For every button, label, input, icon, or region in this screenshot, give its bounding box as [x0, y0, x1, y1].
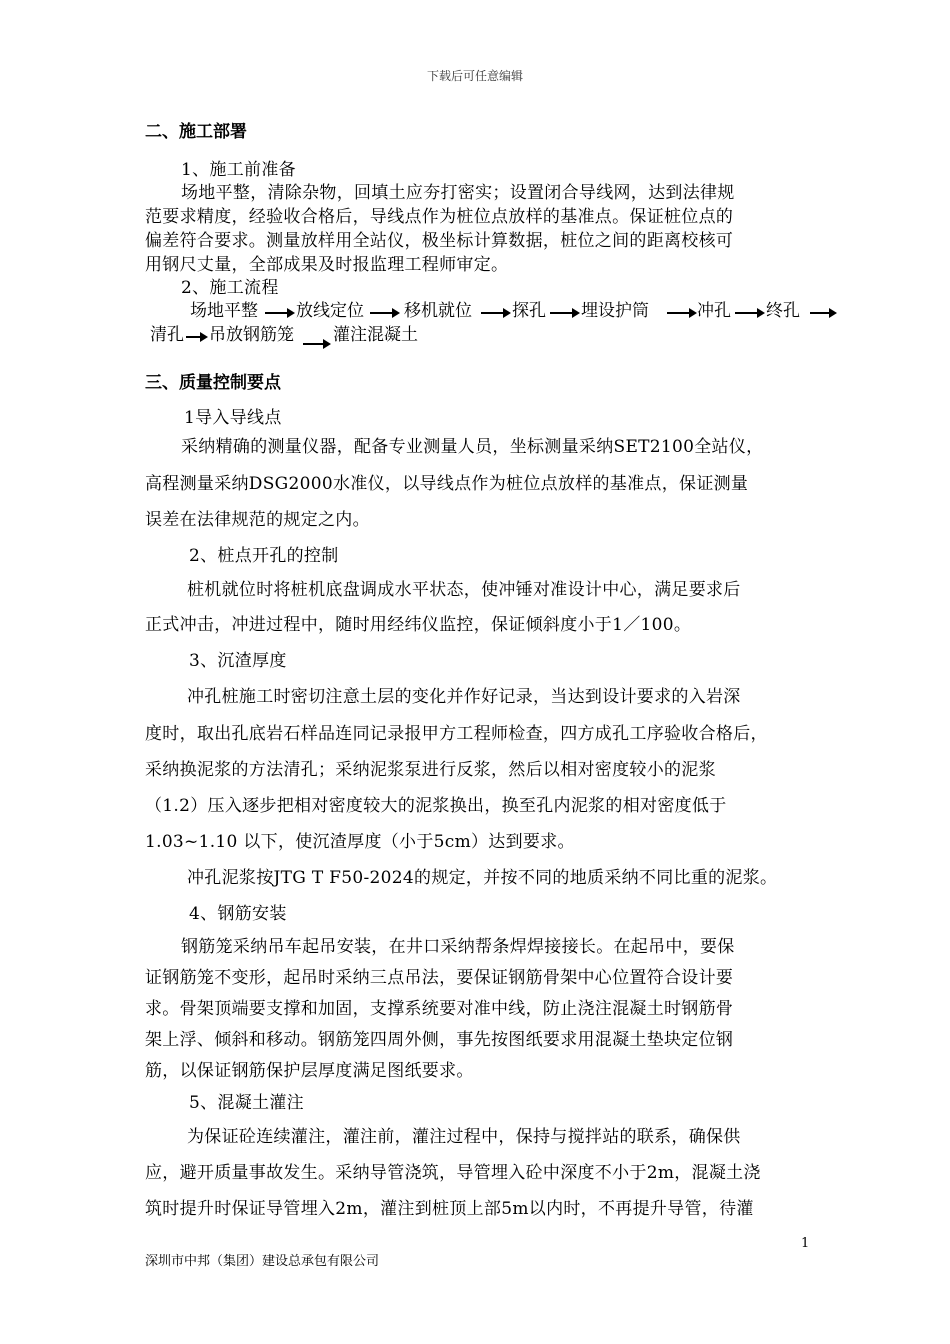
arrow-icon — [186, 336, 206, 338]
page-header: 下载后可任意编辑 — [426, 69, 523, 83]
arrow-icon — [303, 343, 329, 345]
paragraph-line: 桩机就位时将桩机底盘调成水平状态，使冲锤对准设计中心，满足要求后 — [187, 580, 741, 600]
paragraph-line: （1.2）压入逐步把相对密度较大的泥浆换出，换至孔内泥浆的相对密度低于 — [145, 796, 727, 816]
flow-step: 冲孔 — [697, 301, 731, 321]
flow-step: 吊放钢筋笼 — [209, 325, 294, 345]
flow-step: 埋设护筒 — [581, 301, 649, 321]
paragraph-line: 冲孔桩施工时密切注意土层的变化并作好记录，当达到设计要求的入岩深 — [187, 687, 741, 707]
subsection-title: 5、混凝土灌注 — [189, 1093, 304, 1113]
paragraph-line: 高程测量采纳DSG2000水准仪，以导线点作为桩位点放样的基准点，保证测量 — [145, 474, 749, 494]
paragraph-line: 采纳换泥浆的方法清孔；采纳泥浆泵进行反浆，然后以相对密度较小的泥浆 — [145, 760, 716, 780]
arrow-icon — [265, 312, 293, 314]
subsection-title: 1、施工前准备 — [181, 160, 296, 180]
paragraph-line: 筋，以保证钢筋保护层厚度满足图纸要求。 — [145, 1061, 474, 1081]
paragraph-line: 正式冲击，冲进过程中，随时用经纬仪监控，保证倾斜度小于1／100。 — [145, 615, 692, 635]
flow-step: 放线定位 — [296, 301, 364, 321]
paragraph-line: 场地平整，清除杂物，回填土应夯打密实；设置闭合导线网，达到法律规 — [181, 183, 735, 203]
flow-step: 终孔 — [766, 301, 800, 321]
arrow-icon — [550, 312, 578, 314]
arrow-icon — [810, 312, 835, 314]
page-number: 1 — [801, 1236, 810, 1251]
flow-step: 探孔 — [512, 301, 546, 321]
paragraph-line: 筑时提升时保证导管埋入2m，灌注到桩顶上部5m以内时，不再提升导管，待灌 — [145, 1199, 754, 1219]
subsection-title: 1导入导线点 — [184, 408, 282, 428]
arrow-icon — [735, 312, 763, 314]
arrow-icon — [481, 312, 509, 314]
arrow-icon — [370, 312, 398, 314]
flow-step: 灌注混凝土 — [333, 325, 418, 345]
paragraph-line: 1.03~1.10 以下，使沉渣厚度（小于5cm）达到要求。 — [145, 832, 575, 852]
flow-step: 场地平整 — [190, 301, 258, 321]
section-title-deployment: 二、施工部署 — [145, 122, 247, 142]
flow-step: 清孔 — [150, 325, 184, 345]
page-footer: 深圳市中邦（集团）建设总承包有限公司 — [145, 1254, 380, 1269]
paragraph-line: 应，避开质量事故发生。采纳导管浇筑，导管埋入砼中深度不小于2m，混凝土浇 — [145, 1163, 761, 1183]
paragraph-line: 证钢筋笼不变形，起吊时采纳三点吊法，要保证钢筋骨架中心位置符合设计要 — [145, 968, 734, 988]
subsection-title: 4、钢筋安装 — [189, 904, 287, 924]
subsection-title: 2、桩点开孔的控制 — [189, 546, 339, 566]
paragraph-line: 架上浮、倾斜和移动。钢筋笼四周外侧，事先按图纸要求用混凝土垫块定位钢 — [145, 1030, 734, 1050]
paragraph-line: 钢筋笼采纳吊车起吊安装，在井口采纳帮条焊焊接接长。在起吊中，要保 — [181, 937, 735, 957]
subsection-title: 3、沉渣厚度 — [189, 651, 287, 671]
paragraph-line: 求。骨架顶端要支撑和加固，支撑系统要对准中线，防止浇注混凝土时钢筋骨 — [145, 999, 734, 1019]
flow-step: 移机就位 — [404, 301, 472, 321]
paragraph-line: 误差在法律规范的规定之内。 — [145, 510, 370, 530]
section-title-quality: 三、质量控制要点 — [145, 373, 281, 393]
arrow-icon — [667, 312, 695, 314]
subsection-title: 2、施工流程 — [181, 278, 279, 298]
paragraph-line: 用钢尺丈量，全部成果及时报监理工程师审定。 — [145, 255, 509, 275]
paragraph-line: 冲孔泥浆按JTG T F50-2024的规定，并按不同的地质采纳不同比重的泥浆。 — [187, 868, 778, 888]
paragraph-line: 为保证砼连续灌注，灌注前，灌注过程中，保持与搅拌站的联系，确保供 — [187, 1127, 741, 1147]
paragraph-line: 偏差符合要求。测量放样用全站仪，极坐标计算数据，桩位之间的距离校核可 — [145, 231, 734, 251]
paragraph-line: 范要求精度，经验收合格后，导线点作为桩位点放样的基准点。保证桩位点的 — [145, 207, 734, 227]
paragraph-line: 采纳精确的测量仪器，配备专业测量人员，坐标测量采纳SET2100全站仪， — [181, 437, 764, 457]
paragraph-line: 度时，取出孔底岩石样品连同记录报甲方工程师检查，四方成孔工序验收合格后， — [145, 724, 768, 744]
